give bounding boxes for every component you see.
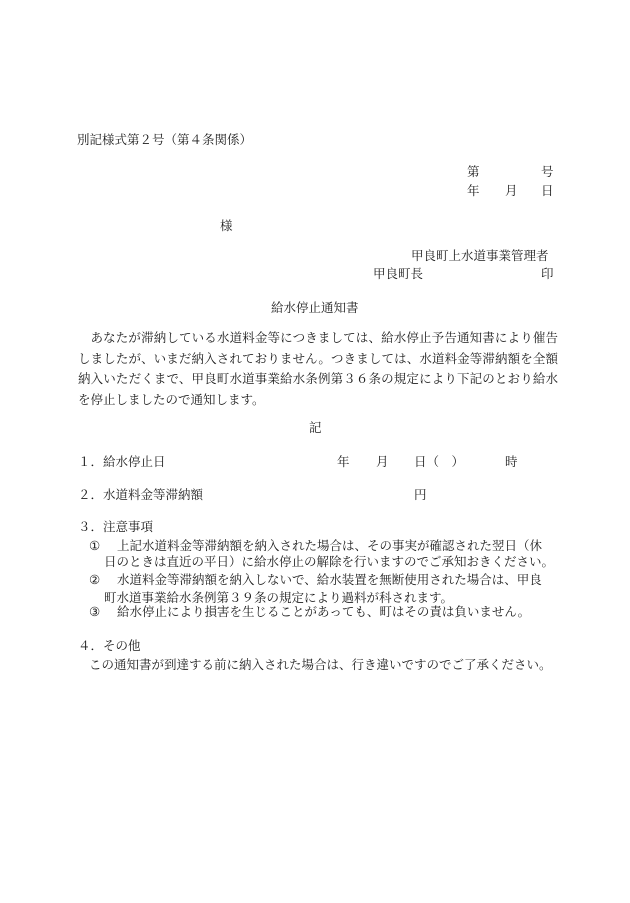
document-title: 給水停止通知書 <box>271 300 359 315</box>
document-number-prefix: 第 <box>467 164 480 179</box>
note-1-marker: ① <box>89 538 101 553</box>
item-1-day: 日（ ） <box>414 454 465 469</box>
form-label: 別記様式第２号（第４条関係） <box>77 132 253 147</box>
issuer-line-2: 甲良町長 <box>373 266 424 281</box>
item-4-label: ４．その他 <box>78 638 141 653</box>
date-day: 日 <box>541 183 554 198</box>
note-2-text-a: 水道料金等滞納額を納入しないで、給水装置を無断使用された場合は、甲良 <box>117 572 542 587</box>
item-1-month: 月 <box>376 454 389 469</box>
item-4-text: この通知書が到達する前に納入された場合は、行き違いですのでご了承ください。 <box>89 657 552 672</box>
date-month: 月 <box>505 183 518 198</box>
note-2-text-b: 町水道事業給水条例第３９条の規定により過料が科されます。 <box>104 590 454 605</box>
body-paragraph: あなたが滞納している水道料金等につきましては、給水停止予告通知書により催告しましたが、いまだ納入されておりません。つきましては、水道料金等滞納額を全額納入いただくまで、甲良町水道事業給水条例第３６条の規定により下記のとおり給水を停止しましたので通知します。 <box>78 330 558 407</box>
note-2-marker: ② <box>89 572 101 587</box>
date-year: 年 <box>467 183 480 198</box>
note-1-text-b: 日のときは直近の平日）に給水停止の解除を行いますのでご承知おきください。 <box>104 554 555 569</box>
issuer-line-1: 甲良町上水道事業管理者 <box>411 248 549 263</box>
item-3-label: ３．注意事項 <box>78 519 154 534</box>
item-2-label: ２．水道料金等滞納額 <box>78 487 204 502</box>
note-3-marker: ③ <box>89 604 101 619</box>
item-1-hour: 時 <box>505 454 518 469</box>
ki-marker: 記 <box>309 420 322 435</box>
item-1-label: １．給水停止日 <box>78 454 166 469</box>
document-number-suffix: 号 <box>541 164 554 179</box>
note-3-text: 給水停止により損害を生じることがあっても、町はその責は負いません。 <box>117 604 531 619</box>
item-2-yen: 円 <box>414 487 427 502</box>
item-1-year: 年 <box>337 454 350 469</box>
note-1-text-a: 上記水道料金等滞納額を納入された場合は、その事実が確認された翌日（休 <box>117 538 543 553</box>
seal-mark: 印 <box>541 266 554 281</box>
addressee-suffix: 様 <box>220 218 233 233</box>
